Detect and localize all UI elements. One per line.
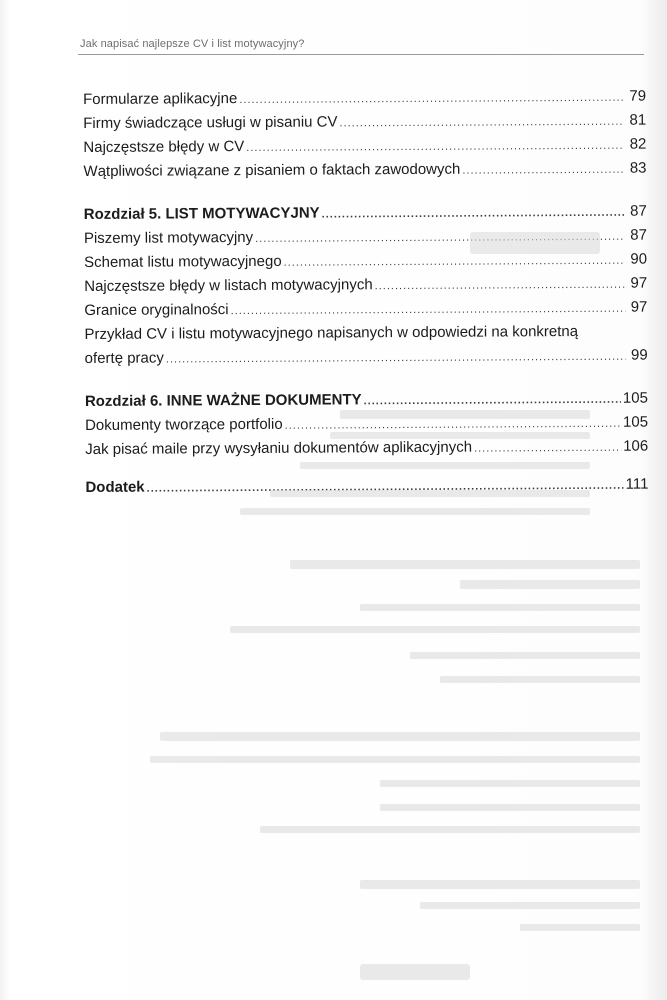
toc-chapter-label: Rozdział 5. LIST MOTYWACYJNY xyxy=(83,204,320,223)
toc-chapter-page: 87 xyxy=(630,202,647,220)
toc-entry-page: 81 xyxy=(629,111,647,129)
toc-entry-label: Przykład CV i listu motywacyjnego napisanych w odpowiedzi na konkretną xyxy=(84,322,579,343)
toc-entry-letter-errors xyxy=(84,272,647,299)
toc-entry-letter-scheme xyxy=(84,248,647,275)
toc-entry-cv-errors xyxy=(83,133,646,160)
toc-entry-page: 82 xyxy=(629,135,647,153)
leader-dots xyxy=(474,436,621,461)
leader-dots xyxy=(239,86,624,112)
toc-entry-page: 79 xyxy=(629,87,647,105)
toc-appendix-page: 111 xyxy=(625,475,649,493)
leader-dots xyxy=(364,388,621,414)
toc-entry-label: Dokumenty tworzące portfolio xyxy=(85,415,283,434)
toc-entry-originality xyxy=(84,296,647,323)
leader-dots xyxy=(285,412,622,438)
leader-dots xyxy=(166,345,626,372)
leader-dots xyxy=(246,134,624,160)
toc-appendix xyxy=(85,473,648,500)
leader-dots xyxy=(375,273,626,299)
toc-entry-portfolio xyxy=(85,411,648,438)
toc-entry-page: 97 xyxy=(630,274,648,292)
toc-entry-page: 90 xyxy=(630,250,648,268)
toc-entry-label: Najczęstsze błędy w CV xyxy=(83,138,245,156)
toc-entry-page: 87 xyxy=(630,226,647,244)
toc-entry-label: Jak pisać maile przy wysyłaniu dokumentów aplikacyjnych xyxy=(85,438,473,458)
toc-entry-page: 83 xyxy=(629,159,647,177)
toc-entry-page: 106 xyxy=(623,437,649,455)
toc-entry-label: Firmy świadczące usługi w pisaniu CV xyxy=(83,113,338,132)
toc-entry-page: 99 xyxy=(630,346,648,364)
toc-chapter-5 xyxy=(84,200,647,227)
running-header: Jak napisać najlepsze CV i list motywacyjny? xyxy=(80,38,305,50)
leader-dots xyxy=(462,158,624,183)
toc-chapter-6 xyxy=(85,387,648,414)
toc-chapter-label: Rozdział 6. INNE WAŻNE DOKUMENTY xyxy=(84,391,362,410)
header-rule xyxy=(78,54,644,55)
leader-dots xyxy=(284,249,626,275)
toc-entry-label: Formularze aplikacyjne xyxy=(83,90,238,108)
toc-entry-example-line2 xyxy=(85,344,648,371)
toc-entry-page: 105 xyxy=(622,413,649,431)
toc-entry-label: ofertę pracy xyxy=(84,349,164,367)
toc-entry-doubts xyxy=(83,157,646,184)
leader-dots xyxy=(255,225,625,251)
leader-dots xyxy=(339,110,624,136)
leader-dots xyxy=(147,474,624,501)
toc-chapter-page: 105 xyxy=(622,389,648,407)
toc-entry-label: Granice oryginalności xyxy=(84,301,229,319)
toc-entry-label: Piszemy list motywacyjny xyxy=(83,228,254,247)
toc-entry-cv-services xyxy=(83,109,646,136)
toc-entry-emails xyxy=(85,435,648,462)
toc-entry-page: 97 xyxy=(630,298,648,316)
leader-dots xyxy=(322,201,625,227)
toc-entry-label: Wątpliwości związane z pisaniem o faktach zawodowych xyxy=(83,160,461,180)
toc-entry-write-letter xyxy=(84,224,647,251)
toc-entry-example-line1 xyxy=(84,320,647,347)
toc-entry-label: Najczęstsze błędy w listach motywacyjnych xyxy=(84,276,373,295)
toc-entry-forms xyxy=(83,85,646,112)
toc-entry-label: Schemat listu motywacyjnego xyxy=(84,252,282,271)
toc-appendix-label: Dodatek xyxy=(85,478,145,496)
table-of-contents xyxy=(83,85,649,500)
